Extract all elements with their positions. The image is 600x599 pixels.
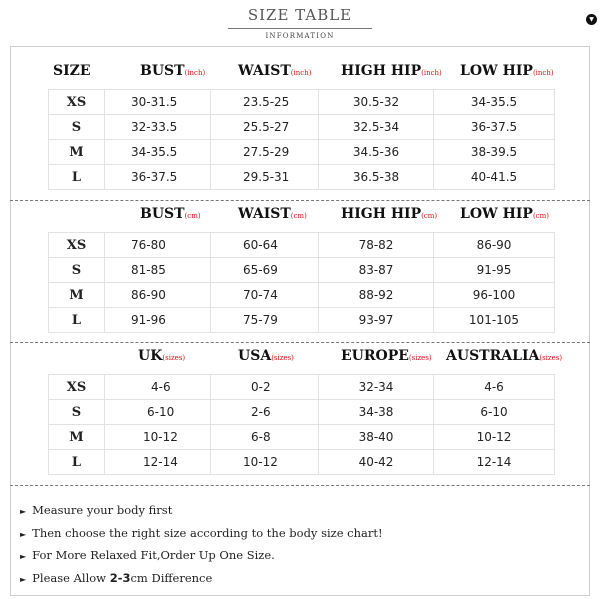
header-high-hip-cm: HIGH HIP(cm) [341, 206, 438, 222]
size-table-cm [48, 232, 555, 333]
value-cell: 86-90 [105, 283, 211, 308]
header-uk-sizes: UK(sizes) [138, 348, 186, 364]
value-cell: 32-34 [319, 375, 434, 400]
value-cell: 83-87 [319, 258, 434, 283]
size-conversion-table [48, 374, 555, 475]
value-cell: 36.5-38 [319, 165, 434, 190]
size-cell: S [49, 258, 105, 283]
chevron-down-icon[interactable]: ▼ [586, 14, 597, 25]
header-high-hip-inch: HIGH HIP(inch) [341, 63, 442, 79]
size-column-header: SIZE [53, 63, 91, 79]
value-cell: 40-41.5 [434, 165, 555, 190]
value-cell: 0-2 [211, 375, 319, 400]
page-title: SIZE TABLE [247, 6, 353, 24]
value-cell: 30.5-32 [319, 90, 434, 115]
section-divider [10, 200, 590, 201]
value-cell: 12-14 [105, 450, 211, 475]
value-cell: 34.5-36 [319, 140, 434, 165]
value-cell: 88-92 [319, 283, 434, 308]
note-measure-body: ► Measure your body first [20, 503, 173, 517]
size-cell: L [49, 450, 105, 475]
table-row [49, 165, 555, 190]
header-australia-sizes: AUSTRALIA(sizes) [446, 348, 563, 364]
value-cell: 6-8 [211, 425, 319, 450]
value-cell: 4-6 [434, 375, 555, 400]
table-row [49, 258, 555, 283]
size-cell: XS [49, 375, 105, 400]
size-cell: S [49, 400, 105, 425]
header-waist-inch: WAIST(inch) [238, 63, 312, 79]
value-cell: 6-10 [434, 400, 555, 425]
table-row [49, 425, 555, 450]
bullet-icon: ► [20, 507, 27, 516]
value-cell: 4-6 [105, 375, 211, 400]
size-cell: M [49, 283, 105, 308]
header-europe-sizes: EUROPE(sizes) [341, 348, 432, 364]
table-row [49, 283, 555, 308]
value-cell: 60-64 [211, 233, 319, 258]
value-cell: 65-69 [211, 258, 319, 283]
header-usa-sizes: USA(sizes) [238, 348, 294, 364]
value-cell: 32.5-34 [319, 115, 434, 140]
value-cell: 32-33.5 [105, 115, 211, 140]
table-row [49, 90, 555, 115]
header-bust-cm: BUST(cm) [140, 206, 201, 222]
size-cell: M [49, 140, 105, 165]
value-cell: 38-39.5 [434, 140, 555, 165]
value-cell: 86-90 [434, 233, 555, 258]
value-cell: 93-97 [319, 308, 434, 333]
note-choose-size: ► Then choose the right size according to the body size chart! [20, 526, 383, 540]
bullet-icon: ► [20, 575, 27, 584]
value-cell: 75-79 [211, 308, 319, 333]
size-cell: L [49, 165, 105, 190]
value-cell: 29.5-31 [211, 165, 319, 190]
table-row [49, 450, 555, 475]
table-row [49, 140, 555, 165]
value-cell: 34-38 [319, 400, 434, 425]
table-row [49, 115, 555, 140]
table-row [49, 375, 555, 400]
value-cell: 38-40 [319, 425, 434, 450]
value-cell: 12-14 [434, 450, 555, 475]
size-table-inches [48, 89, 555, 190]
value-cell: 101-105 [434, 308, 555, 333]
value-cell: 91-95 [434, 258, 555, 283]
value-cell: 10-12 [434, 425, 555, 450]
header-low-hip-cm: LOW HIP(cm) [460, 206, 549, 222]
value-cell: 91-96 [105, 308, 211, 333]
value-cell: 25.5-27 [211, 115, 319, 140]
value-cell: 76-80 [105, 233, 211, 258]
value-cell: 34-35.5 [434, 90, 555, 115]
size-cell: XS [49, 233, 105, 258]
note-relaxed-fit: ► For More Relaxed Fit,Order Up One Size. [20, 548, 275, 562]
title-divider [228, 28, 372, 29]
bullet-icon: ► [20, 552, 27, 561]
value-cell: 10-12 [105, 425, 211, 450]
page-subtitle: INFORMATION [265, 32, 335, 40]
note-allow-difference: ► Please Allow 2-3cm Difference [20, 571, 213, 585]
table-row [49, 308, 555, 333]
size-cell: L [49, 308, 105, 333]
table-row [49, 233, 555, 258]
size-cell: S [49, 115, 105, 140]
header-bust-inch: BUST(inch) [140, 63, 206, 79]
value-cell: 27.5-29 [211, 140, 319, 165]
value-cell: 78-82 [319, 233, 434, 258]
header-low-hip-inch: LOW HIP(inch) [460, 63, 554, 79]
value-cell: 34-35.5 [105, 140, 211, 165]
value-cell: 36-37.5 [105, 165, 211, 190]
value-cell: 96-100 [434, 283, 555, 308]
value-cell: 6-10 [105, 400, 211, 425]
table-row [49, 400, 555, 425]
value-cell: 10-12 [211, 450, 319, 475]
section-divider [10, 342, 590, 343]
value-cell: 30-31.5 [105, 90, 211, 115]
value-cell: 70-74 [211, 283, 319, 308]
value-cell: 23.5-25 [211, 90, 319, 115]
value-cell: 81-85 [105, 258, 211, 283]
value-cell: 36-37.5 [434, 115, 555, 140]
value-cell: 2-6 [211, 400, 319, 425]
size-cell: M [49, 425, 105, 450]
section-divider [10, 485, 590, 486]
bullet-icon: ► [20, 530, 27, 539]
header-waist-cm: WAIST(cm) [238, 206, 307, 222]
value-cell: 40-42 [319, 450, 434, 475]
size-cell: XS [49, 90, 105, 115]
